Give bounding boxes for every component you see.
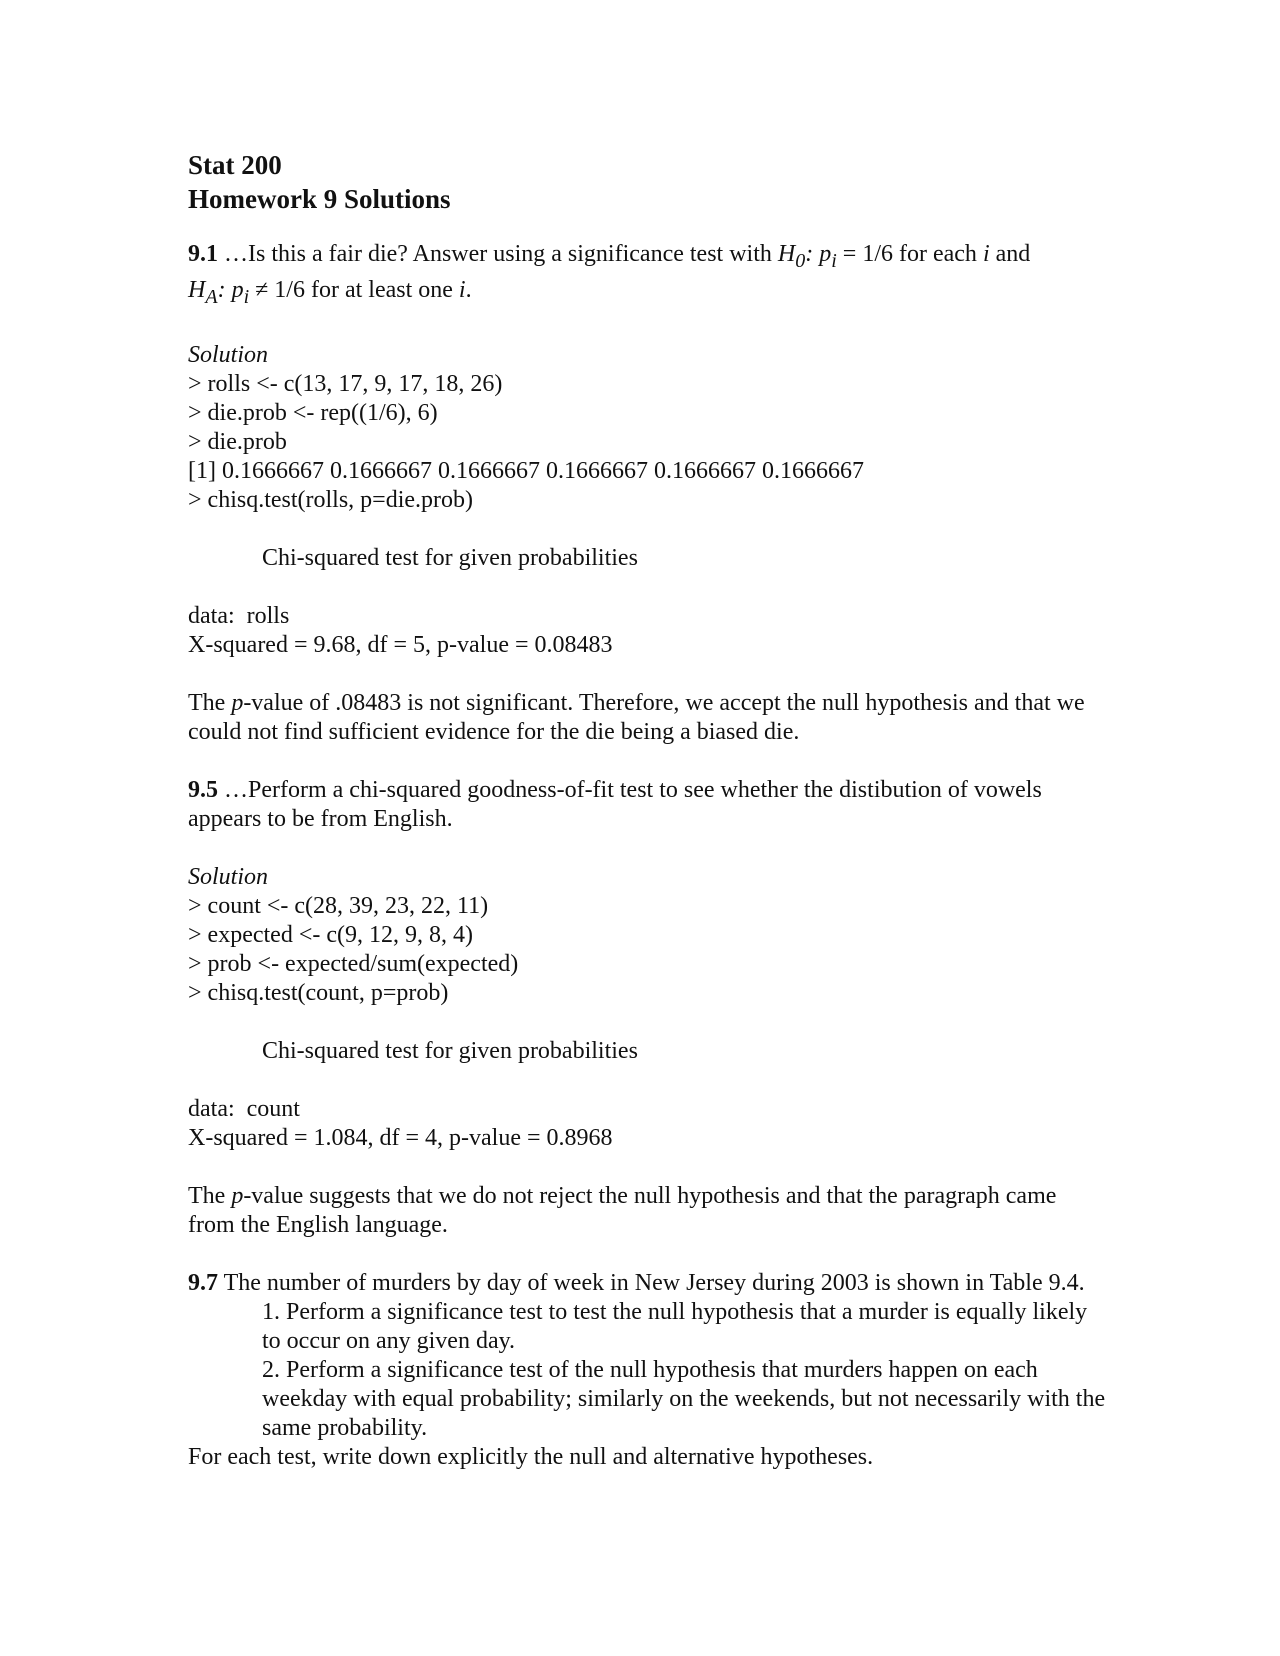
- question-9-5-conclusion: The p-value suggests that we do not reject the null hypothesis and that the paragraph came from the English language.: [188, 1182, 1057, 1238]
- question-9-5-number: 9.5: [188, 776, 218, 803]
- code-line: > count <- c(28, 39, 23, 22, 11): [188, 892, 489, 919]
- code-line: > chisq.test(rolls, p=die.prob): [188, 486, 474, 513]
- data-line: data: count: [188, 1095, 300, 1122]
- list-item: 2. Perform a significance test of the null hypothesis that murders happen on each weekday with equal probability; similarly on the weekends, but not necessarily with the same probability.: [262, 1356, 1106, 1441]
- code-line: > prob <- expected/sum(expected): [188, 950, 519, 977]
- question-9-1-number: 9.1: [188, 241, 218, 267]
- solution-label: Solution: [188, 341, 269, 368]
- code-line: > die.prob: [188, 428, 287, 455]
- data-line: data: rolls: [188, 602, 290, 629]
- page-title: Homework 9 Solutions: [188, 184, 451, 214]
- code-line: > die.prob <- rep((1/6), 6): [188, 399, 438, 426]
- document-page: [188, 148, 1108, 1472]
- result-line: X-squared = 1.084, df = 4, p-value = 0.8968: [188, 1124, 613, 1151]
- course-title: Stat 200: [188, 150, 282, 180]
- question-9-7-closing: For each test, write down explicitly the null and alternative hypotheses.: [188, 1443, 874, 1470]
- code-line: > expected <- c(9, 12, 9, 8, 4): [188, 921, 473, 948]
- question-9-7-number: 9.7: [188, 1269, 218, 1296]
- code-line: [1] 0.1666667 0.1666667 0.1666667 0.1666667 0.1666667 0.1666667: [188, 457, 864, 484]
- test-name: Chi-squared test for given probabilities: [262, 544, 638, 571]
- question-9-1-conclusion: The p-value of .08483 is not significant. Therefore, we accept the null hypothesis and that we could not find sufficient evidence for the die being a biased die.: [188, 689, 1085, 745]
- question-9-1-prompt: 9.1 …Is this a fair die? Answer using a significance test with $H_0$: $p_i = 1/6$ for each i and $H_A$: $p_i \ne 1/6$ for at least one i.: [188, 241, 1031, 308]
- question-9-7-prompt: 9.7 The number of murders by day of week in New Jersey during 2003 is shown in Table 9.4.: [188, 1269, 1085, 1296]
- code-line: > chisq.test(count, p=prob): [188, 979, 449, 1006]
- test-name: Chi-squared test for given probabilities: [262, 1037, 638, 1064]
- solution-label: Solution: [188, 863, 269, 890]
- result-line: X-squared = 9.68, df = 5, p-value = 0.08483: [188, 631, 613, 658]
- code-line: > rolls <- c(13, 17, 9, 17, 18, 26): [188, 370, 503, 397]
- list-item: 1. Perform a significance test to test the null hypothesis that a murder is equally likely to occur on any given day.: [262, 1298, 1088, 1354]
- question-9-5-prompt: 9.5 …Perform a chi-squared goodness-of-fit test to see whether the distibution of vowels appears to be from English.: [188, 776, 1042, 832]
